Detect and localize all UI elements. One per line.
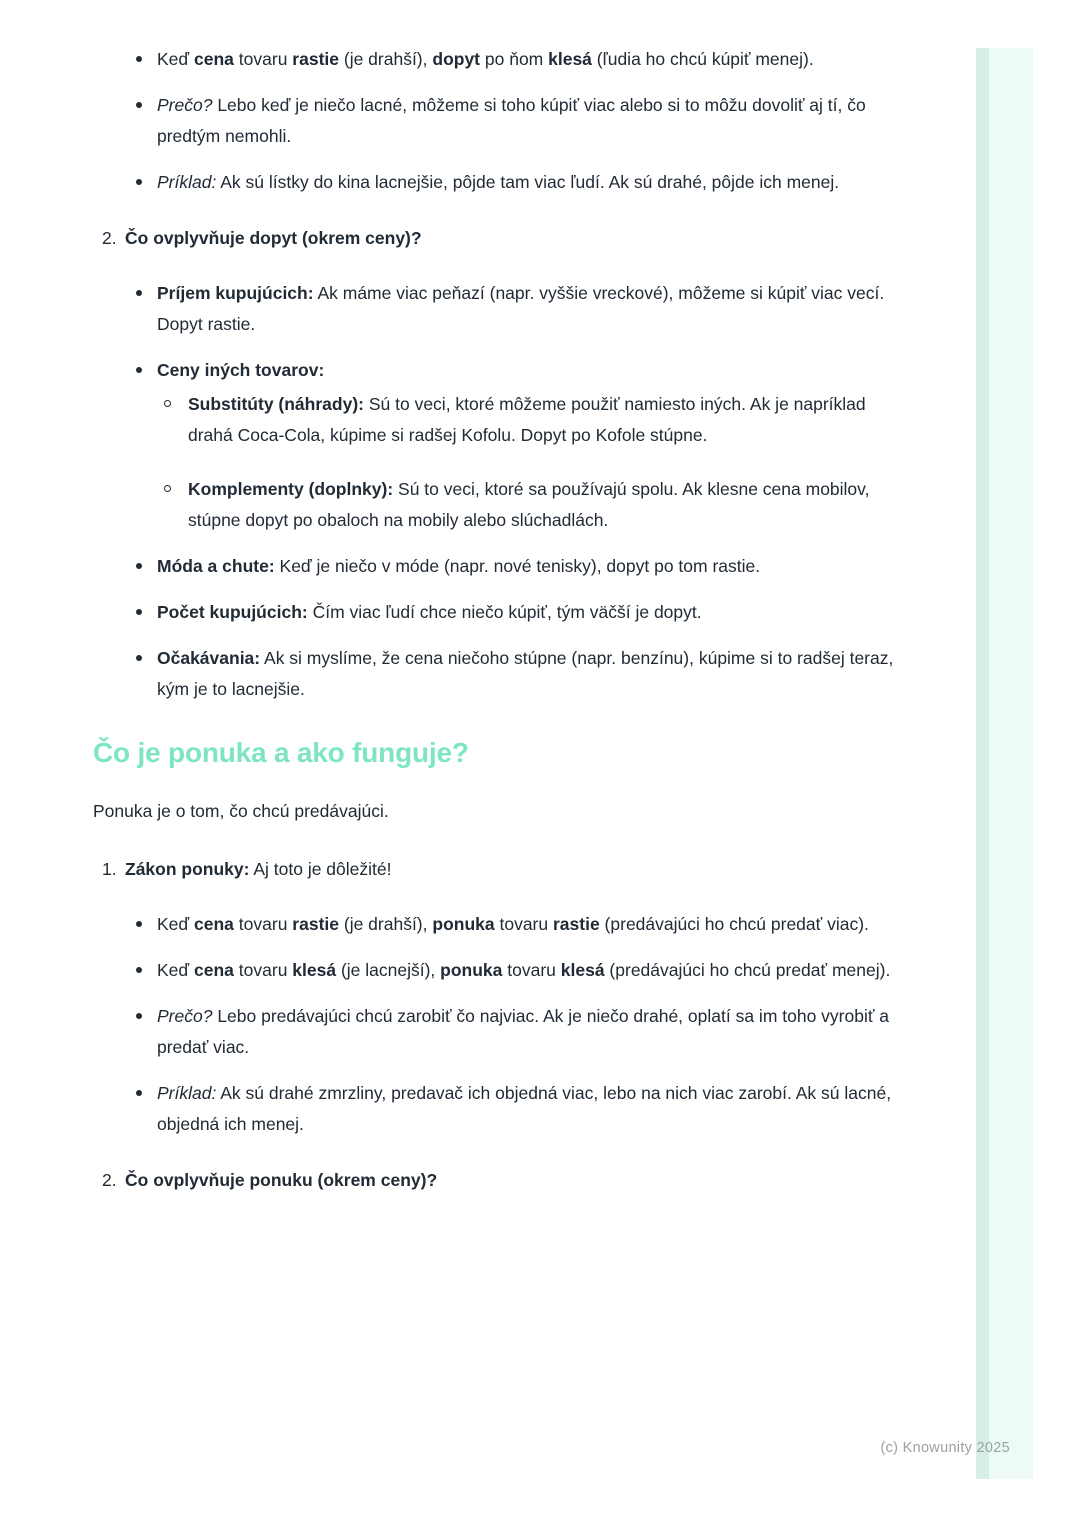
- sub-list-item: [157, 389, 908, 451]
- text-run: rastie: [552, 914, 600, 934]
- text-run: (ľudia ho chcú kúpiť menej).: [591, 49, 814, 69]
- document-content: [93, 44, 908, 1220]
- text-run: klesá: [560, 960, 605, 980]
- text-run: Čím viac ľudí chce niečo kúpiť, tým väčší je dopyt.: [307, 602, 702, 622]
- text-run: Lebo keď je niečo lacné, môžeme si toho kúpiť viac alebo si to môžu dovoliť aj tí, čo predtým nemohli.: [157, 95, 866, 146]
- list-item-text: [157, 960, 890, 980]
- text-run: dopyt: [432, 49, 481, 69]
- list-number: 2.: [102, 228, 117, 248]
- side-stripe: [976, 48, 1033, 1479]
- text-run: (predávajúci ho chcú predať viac).: [599, 914, 869, 934]
- sub-list-item: [157, 474, 908, 536]
- list-item: [93, 643, 908, 705]
- text-run: rastie: [292, 914, 339, 934]
- numbered-heading-text: [125, 859, 392, 879]
- sub-list-item-text: [188, 394, 866, 445]
- other-goods-sublist: [157, 389, 908, 536]
- bullet-icon: [136, 563, 142, 569]
- text-run: Lebo predávajúci chcú zarobiť čo najviac. Ak je niečo drahé, oplatí sa im toho vyrobiť a predať viac.: [157, 1006, 890, 1057]
- circle-bullet-icon: [164, 485, 171, 492]
- text-run: tovaru: [233, 914, 293, 934]
- numbered-heading-demand-factors: [93, 223, 908, 254]
- text-run: Komplementy (doplnky):: [188, 479, 394, 499]
- text-run: Keď: [157, 914, 195, 934]
- text-run: cena: [194, 49, 234, 69]
- text-run: Prečo?: [157, 1006, 213, 1026]
- list-item-text: [157, 648, 893, 699]
- bullet-icon: [136, 655, 142, 661]
- text-run: Počet kupujúcich:: [157, 602, 308, 622]
- text-run: (je drahší),: [339, 49, 433, 69]
- numbered-heading-text: [125, 1170, 437, 1190]
- section-heading-supply: Čo je ponuka a ako funguje?: [93, 737, 469, 768]
- list-item-text: [157, 95, 866, 146]
- list-item: [93, 1078, 908, 1140]
- text-run: Príklad:: [157, 1083, 217, 1103]
- text-run: Ak máme viac peňazí (napr. vyššie vreckové), môžeme si kúpiť viac vecí. Dopyt rastie.: [157, 283, 885, 334]
- bullet-icon: [136, 367, 142, 373]
- text-run: tovaru: [502, 960, 561, 980]
- list-item: [93, 90, 908, 152]
- bullet-icon: [136, 56, 142, 62]
- list-item: [93, 355, 908, 536]
- numbered-heading-supply-factors: [93, 1165, 908, 1196]
- bullet-icon: [136, 179, 142, 185]
- bullet-icon: [136, 1013, 142, 1019]
- text-run: (predávajúci ho chcú predať menej).: [604, 960, 891, 980]
- text-run: klesá: [548, 49, 592, 69]
- list-item: [93, 167, 908, 198]
- bullet-icon: [136, 921, 142, 927]
- text-run: Substitúty (náhrady):: [188, 394, 364, 414]
- text-run: tovaru: [233, 960, 293, 980]
- list-item-text: [157, 556, 760, 576]
- list-item: [93, 278, 908, 340]
- supply-law-bullet-list: [93, 909, 908, 1140]
- text-run: Čo ovplyvňuje dopyt (okrem ceny)?: [125, 228, 422, 248]
- copyright-footer: (c) Knowunity 2025: [880, 1440, 1010, 1456]
- bullet-icon: [136, 1090, 142, 1096]
- list-item-text: [157, 49, 814, 69]
- bullet-icon: [136, 102, 142, 108]
- list-number: 1.: [102, 859, 117, 879]
- text-run: Čo ovplyvňuje ponuku (okrem ceny)?: [125, 1170, 438, 1190]
- circle-bullet-icon: [164, 400, 171, 407]
- text-run: cena: [194, 960, 234, 980]
- list-item-text: [157, 360, 324, 380]
- supply-intro-paragraph: Ponuka je o tom, čo chcú predávajúci.: [93, 801, 389, 821]
- text-run: (je drahší),: [339, 914, 433, 934]
- text-run: (je lacnejší),: [336, 960, 441, 980]
- text-run: Móda a chute:: [157, 556, 275, 576]
- numbered-heading-text: [125, 228, 422, 248]
- sub-list-item-text: [188, 479, 869, 530]
- text-run: Sú to veci, ktoré môžeme použiť namiesto iných. Ak je napríklad drahá Coca-Cola, kúpime si radšej Kofolu. Dopyt po Kofole stúpne.: [188, 394, 866, 445]
- list-number: 2.: [102, 1170, 117, 1190]
- text-run: Príklad:: [157, 172, 217, 192]
- demand-law-bullet-list: [93, 44, 908, 198]
- list-item: [93, 909, 908, 940]
- list-item: [93, 551, 908, 582]
- list-item-text: [157, 283, 884, 334]
- demand-factors-bullet-list: [93, 278, 908, 705]
- bullet-icon: [136, 967, 142, 973]
- text-run: ponuka: [440, 960, 503, 980]
- text-run: tovaru: [494, 914, 553, 934]
- text-run: Aj toto je dôležité!: [249, 859, 392, 879]
- text-run: ponuka: [432, 914, 495, 934]
- list-item-text: [157, 1006, 889, 1057]
- text-run: klesá: [292, 960, 337, 980]
- text-run: tovaru: [233, 49, 293, 69]
- list-item: [93, 44, 908, 75]
- text-run: Prečo?: [157, 95, 213, 115]
- text-run: cena: [194, 914, 234, 934]
- list-item-text: [157, 172, 839, 192]
- bullet-icon: [136, 290, 142, 296]
- text-run: Ak sú drahé zmrzliny, predavač ich objedná viac, lebo na nich viac zarobí. Ak sú lacné, objedná ich menej.: [157, 1083, 892, 1134]
- bullet-icon: [136, 609, 142, 615]
- text-run: Zákon ponuky:: [125, 859, 250, 879]
- numbered-heading-supply-law: [93, 854, 908, 885]
- text-run: Keď je niečo v móde (napr. nové tenisky), dopyt po tom rastie.: [274, 556, 761, 576]
- text-run: Keď: [157, 960, 195, 980]
- list-item-text: [157, 914, 869, 934]
- list-item-text: [157, 1083, 891, 1134]
- list-item: [93, 597, 908, 628]
- list-item-text: [157, 602, 702, 622]
- text-run: po ňom: [480, 49, 549, 69]
- text-run: Ak sú lístky do kina lacnejšie, pôjde tam viac ľudí. Ak sú drahé, pôjde ich menej.: [216, 172, 840, 192]
- text-run: Ak si myslíme, že cena niečoho stúpne (napr. benzínu), kúpime si to radšej teraz, kým je to lacnejšie.: [157, 648, 894, 699]
- list-item: [93, 955, 908, 986]
- text-run: Ceny iných tovarov:: [157, 360, 325, 380]
- text-run: Očakávania:: [157, 648, 261, 668]
- text-run: Keď: [157, 49, 195, 69]
- list-item: [93, 1001, 908, 1063]
- text-run: rastie: [292, 49, 339, 69]
- text-run: Príjem kupujúcich:: [157, 283, 314, 303]
- text-run: Sú to veci, ktoré sa používajú spolu. Ak klesne cena mobilov, stúpne dopyt po obaloch na mobily alebo slúchadlách.: [188, 479, 870, 530]
